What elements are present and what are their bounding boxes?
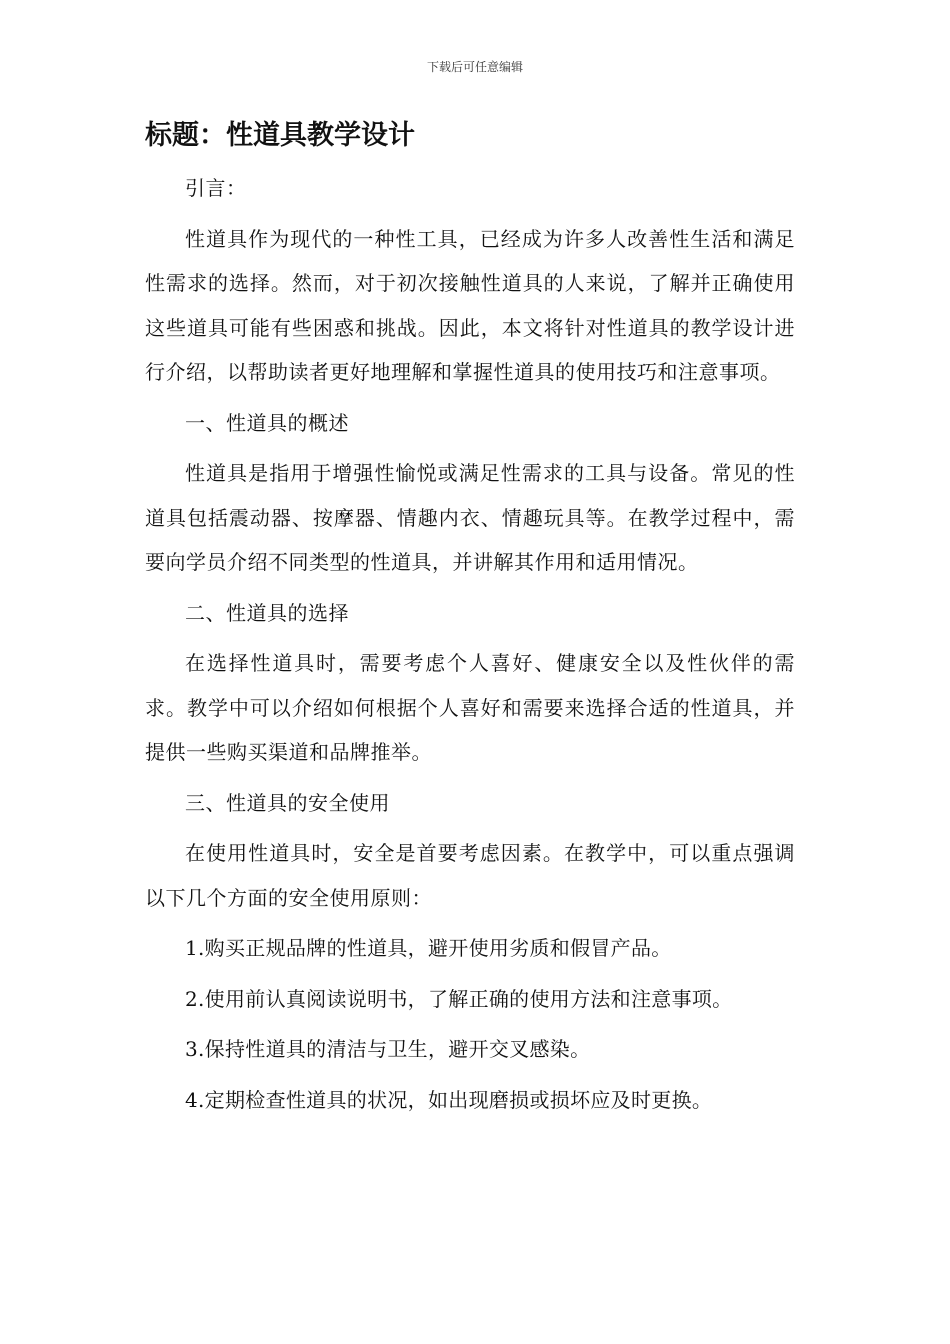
header-note: 下载后可任意编辑	[426, 60, 523, 74]
safety-list-item: 2.使用前认真阅读说明书，了解正确的使用方法和注意事项。	[185, 986, 733, 1011]
section-heading-safety: 三、性道具的安全使用	[185, 790, 390, 815]
intro-paragraph: 性道具作为现代的一种性工具，已经成为许多人改善性生活和满足性需求的选择。然而，对于初次接触性道具的人来说，了解并正确使用这些道具可能有些困惑和挑战。因此，本文将针对性道具的教学设计进行介绍，以帮助读者更好地理解和掌握性道具的使用技巧和注意事项。	[145, 226, 795, 384]
section-paragraph-selection: 在选择性道具时，需要考虑个人喜好、健康安全以及性伙伴的需求。教学中可以介绍如何根据个人喜好和需要来选择合适的性道具，并提供一些购买渠道和品牌推举。	[145, 651, 795, 764]
section-heading-selection: 二、性道具的选择	[185, 600, 349, 625]
safety-list-item: 3.保持性道具的清洁与卫生，避开交叉感染。	[185, 1037, 591, 1061]
safety-list-item: 1.购买正规品牌的性道具，避开使用劣质和假冒产品。	[185, 936, 672, 960]
section-paragraph-overview: 性道具是指用于增强性愉悦或满足性需求的工具与设备。常见的性道具包括震动器、按摩器、情趣内衣、情趣玩具等。在教学过程中，需要向学员介绍不同类型的性道具，并讲解其作用和适用情况。	[145, 461, 795, 574]
safety-list-item: 4.定期检查性道具的状况，如出现磨损或损坏应及时更换。	[185, 1087, 713, 1112]
document-title: 标题：性道具教学设计	[145, 120, 415, 151]
document-body	[145, 112, 795, 1128]
section-heading-overview: 一、性道具的概述	[185, 410, 349, 435]
section-paragraph-safety: 在使用性道具时，安全是首要考虑因素。在教学中，可以重点强调以下几个方面的安全使用原则：	[145, 841, 795, 910]
intro-label: 引言：	[185, 176, 247, 200]
